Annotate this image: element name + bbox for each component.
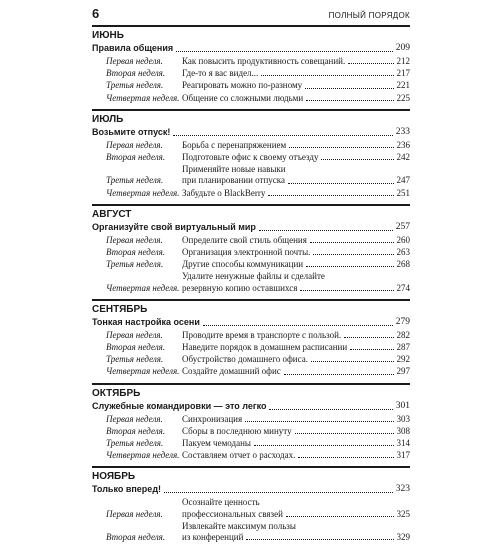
week-entry bbox=[92, 93, 410, 104]
dot-leader bbox=[288, 183, 394, 184]
week-entry bbox=[92, 521, 410, 543]
week-title-line: Подготовьте офис к своему отъезду bbox=[182, 152, 319, 163]
dot-leader bbox=[344, 337, 393, 338]
chapter-entry bbox=[92, 126, 410, 139]
week-title-line: Составляем отчет о расходах. bbox=[182, 450, 296, 461]
week-page-number: 282 bbox=[396, 329, 410, 340]
dot-leader bbox=[259, 230, 393, 231]
week-title-last-line bbox=[182, 188, 410, 199]
week-list bbox=[92, 497, 410, 543]
week-entry bbox=[92, 426, 410, 437]
chapter-entry bbox=[92, 316, 410, 329]
week-label: Первая неделя. bbox=[106, 56, 163, 66]
week-label: Четвертая неделя. bbox=[106, 282, 180, 293]
dot-leader bbox=[268, 195, 393, 196]
week-title-last-line bbox=[182, 366, 410, 377]
table-of-contents bbox=[92, 25, 410, 548]
dot-leader bbox=[348, 63, 393, 64]
toc-section bbox=[92, 204, 410, 294]
week-title-line: резервную копию оставшихся bbox=[182, 282, 298, 293]
week-title-last-line bbox=[182, 93, 410, 104]
week-title-line: Обустройство домашнего офиса. bbox=[182, 354, 308, 365]
week-label: Первая неделя. bbox=[106, 329, 163, 340]
week-page-number: 274 bbox=[396, 282, 410, 293]
week-label: Четвертая неделя. bbox=[106, 366, 180, 377]
week-title bbox=[182, 366, 410, 377]
week-title bbox=[182, 330, 410, 341]
week-entry bbox=[92, 259, 410, 270]
month-heading: ИЮЛЬ bbox=[92, 113, 124, 125]
dot-leader bbox=[305, 88, 393, 89]
week-list bbox=[92, 414, 410, 462]
week-title bbox=[182, 521, 410, 543]
week-entry bbox=[92, 140, 410, 151]
week-list bbox=[92, 235, 410, 294]
week-page-number: 242 bbox=[396, 152, 410, 163]
chapter-entry bbox=[92, 400, 410, 413]
week-title bbox=[182, 93, 410, 104]
chapter-title: Правила общения bbox=[92, 43, 174, 53]
week-title-line: Осознайте ценность bbox=[182, 497, 260, 508]
month-heading: ОКТЯБРЬ bbox=[92, 387, 141, 399]
dot-leader bbox=[313, 254, 393, 255]
dot-leader bbox=[269, 409, 392, 410]
week-title-last-line bbox=[182, 283, 410, 294]
week-title-last-line bbox=[182, 438, 410, 449]
week-title-last-line bbox=[182, 175, 410, 186]
week-title bbox=[182, 426, 410, 437]
week-page-number: 225 bbox=[396, 92, 410, 103]
week-page-number: 217 bbox=[396, 68, 410, 79]
week-label: Вторая неделя. bbox=[106, 425, 166, 436]
week-label: Вторая неделя. bbox=[106, 152, 166, 163]
week-title bbox=[182, 497, 410, 519]
week-title bbox=[182, 140, 410, 151]
chapter-title: Возьмите отпуск! bbox=[92, 126, 171, 137]
toc-section bbox=[92, 109, 410, 199]
month-heading: ИЮНЬ bbox=[92, 30, 124, 41]
dot-leader bbox=[350, 349, 393, 350]
week-page-number: 292 bbox=[396, 354, 410, 365]
dot-leader bbox=[164, 492, 393, 493]
week-entry bbox=[92, 164, 410, 186]
dot-leader bbox=[306, 100, 393, 101]
dot-leader bbox=[289, 147, 393, 148]
page-header bbox=[92, 6, 410, 21]
week-label: Третья неделя. bbox=[106, 259, 164, 270]
week-title bbox=[182, 271, 410, 293]
week-title-last-line bbox=[182, 140, 410, 151]
week-title-last-line bbox=[182, 80, 410, 91]
week-page-number: 236 bbox=[396, 139, 410, 150]
week-entry bbox=[92, 450, 410, 461]
week-title-line: Удалите ненужные файлы и сделайте bbox=[182, 271, 325, 282]
week-entry bbox=[92, 330, 410, 341]
dot-leader bbox=[176, 51, 393, 52]
week-title-line: Как повысить продуктивность совещаний. bbox=[182, 56, 346, 66]
week-page-number: 303 bbox=[396, 413, 410, 424]
week-entry bbox=[92, 247, 410, 258]
week-page-number: 317 bbox=[396, 450, 410, 461]
week-label: Первая неделя. bbox=[106, 413, 163, 424]
dot-leader bbox=[246, 539, 393, 540]
week-title-line: Другие способы коммуникации bbox=[182, 259, 304, 270]
dot-leader bbox=[203, 325, 393, 326]
week-title bbox=[182, 414, 410, 425]
week-label: Четвертая неделя. bbox=[106, 92, 180, 103]
week-title-last-line bbox=[182, 342, 410, 353]
week-label: Вторая неделя. bbox=[106, 247, 166, 258]
toc-section bbox=[92, 383, 410, 462]
toc-section bbox=[92, 466, 410, 543]
dot-leader bbox=[306, 266, 393, 267]
week-label: Вторая неделя. bbox=[106, 342, 166, 353]
week-page-number: 287 bbox=[396, 342, 410, 353]
running-head: ПОЛНЫЙ ПОРЯДОК bbox=[328, 11, 410, 20]
week-title bbox=[182, 68, 410, 79]
week-title-line: Забудьте о BlackBerry bbox=[182, 187, 266, 198]
week-page-number: 325 bbox=[396, 508, 410, 519]
chapter-title: Служебные командировки — это легко bbox=[92, 400, 267, 411]
dot-leader bbox=[311, 361, 394, 362]
week-list bbox=[92, 330, 410, 378]
week-title-line: Пакуем чемоданы bbox=[182, 438, 251, 449]
week-entry bbox=[92, 152, 410, 163]
toc-section bbox=[92, 25, 410, 104]
chapter-entry bbox=[92, 42, 410, 55]
week-entry bbox=[92, 271, 410, 293]
chapter-page-number: 323 bbox=[395, 484, 410, 495]
week-page-number: 247 bbox=[396, 175, 410, 186]
chapter-title: Только вперед! bbox=[92, 484, 162, 495]
week-entry bbox=[92, 354, 410, 365]
week-title-last-line bbox=[182, 509, 410, 520]
week-title-line: Организация электронной почты. bbox=[182, 247, 311, 258]
week-label: Третья неделя. bbox=[106, 438, 164, 449]
dot-leader bbox=[298, 457, 393, 458]
week-entry bbox=[92, 68, 410, 79]
week-entry bbox=[92, 56, 410, 67]
toc-section bbox=[92, 299, 410, 378]
week-title bbox=[182, 259, 410, 270]
week-entry bbox=[92, 80, 410, 91]
week-title-last-line bbox=[182, 56, 410, 67]
week-label: Вторая неделя. bbox=[106, 68, 166, 79]
week-title-line: Реагировать можно по-разному bbox=[182, 80, 303, 91]
dot-leader bbox=[321, 159, 393, 160]
week-label: Четвертая неделя. bbox=[106, 187, 180, 198]
week-label: Третья неделя. bbox=[106, 80, 164, 91]
week-title-line: Общение со сложными людьми bbox=[182, 92, 304, 103]
week-list bbox=[92, 56, 410, 104]
week-entry bbox=[92, 497, 410, 519]
week-title-line: Наведите порядок в домашнем расписании bbox=[182, 342, 348, 353]
week-title-last-line bbox=[182, 532, 410, 543]
month-heading: НОЯБРЬ bbox=[92, 471, 136, 483]
week-page-number: 268 bbox=[396, 259, 410, 270]
week-entry bbox=[92, 342, 410, 353]
week-title-line: профессиональных связей bbox=[182, 508, 283, 519]
week-entry bbox=[92, 188, 410, 199]
week-page-number: 263 bbox=[396, 247, 410, 258]
week-entry bbox=[92, 438, 410, 449]
page-number: 6 bbox=[92, 6, 100, 21]
week-title bbox=[182, 450, 410, 461]
week-title-last-line bbox=[182, 68, 410, 79]
week-label: Первая неделя. bbox=[106, 508, 163, 519]
chapter-page-number: 233 bbox=[395, 126, 410, 137]
week-title bbox=[182, 188, 410, 199]
week-title-last-line bbox=[182, 152, 410, 163]
dot-leader bbox=[245, 421, 393, 422]
week-title-last-line bbox=[182, 247, 410, 258]
week-page-number: 297 bbox=[396, 366, 410, 377]
week-page-number: 329 bbox=[396, 532, 410, 543]
week-entry bbox=[92, 366, 410, 377]
week-title-line: Применяйте новые навыки bbox=[182, 164, 286, 175]
week-title bbox=[182, 152, 410, 163]
week-title-last-line bbox=[182, 330, 410, 341]
week-label: Первая неделя. bbox=[106, 139, 163, 150]
week-title-last-line bbox=[182, 414, 410, 425]
week-title bbox=[182, 235, 410, 246]
dot-leader bbox=[310, 242, 394, 243]
week-label: Вторая неделя. bbox=[106, 532, 166, 543]
week-title-line: Сборы в последнюю минуту bbox=[182, 425, 292, 436]
week-label: Первая неделя. bbox=[106, 234, 163, 245]
dot-leader bbox=[173, 135, 392, 136]
week-title-last-line bbox=[182, 354, 410, 365]
week-page-number: 260 bbox=[396, 234, 410, 245]
dot-leader bbox=[254, 445, 394, 446]
week-title-line: при планировании отпуска bbox=[182, 175, 285, 186]
week-title bbox=[182, 247, 410, 258]
dot-leader bbox=[286, 516, 394, 517]
chapter-page-number: 209 bbox=[395, 43, 410, 53]
week-title bbox=[182, 80, 410, 91]
week-title-line: Где-то я вас видел... bbox=[182, 68, 259, 79]
week-title-line: Борьба с перенапряжением bbox=[182, 139, 287, 150]
week-page-number: 251 bbox=[396, 187, 410, 198]
week-title-line: Создайте домашний офис bbox=[182, 366, 281, 377]
week-title-last-line bbox=[182, 426, 410, 437]
week-title-last-line bbox=[182, 259, 410, 270]
chapter-title: Тонкая настройка осени bbox=[92, 316, 200, 327]
chapter-entry bbox=[92, 483, 410, 496]
month-heading: СЕНТЯБРЬ bbox=[92, 303, 148, 315]
week-title-line: Извлекайте максимум пользы bbox=[182, 520, 296, 531]
week-label: Третья неделя. bbox=[106, 175, 164, 186]
week-label: Четвертая неделя. bbox=[106, 450, 180, 461]
week-title bbox=[182, 342, 410, 353]
week-page-number: 221 bbox=[396, 80, 410, 91]
week-title-line: Проводите время в транспорте с пользой. bbox=[182, 329, 342, 340]
week-page-number: 308 bbox=[396, 425, 410, 436]
dot-leader bbox=[284, 374, 394, 375]
chapter-title: Организуйте свой виртуальный мир bbox=[92, 221, 256, 232]
week-title bbox=[182, 56, 410, 67]
week-list bbox=[92, 140, 410, 199]
chapter-page-number: 279 bbox=[395, 316, 410, 327]
chapter-page-number: 257 bbox=[395, 221, 410, 232]
week-page-number: 212 bbox=[396, 56, 410, 66]
week-title bbox=[182, 354, 410, 365]
dot-leader bbox=[300, 290, 393, 291]
week-entry bbox=[92, 235, 410, 246]
month-heading: АВГУСТ bbox=[92, 208, 132, 220]
dot-leader bbox=[261, 75, 393, 76]
week-title bbox=[182, 164, 410, 186]
chapter-entry bbox=[92, 221, 410, 234]
chapter-page-number: 301 bbox=[395, 400, 410, 411]
week-title-line: Синхронизация bbox=[182, 413, 243, 424]
week-label: Третья неделя. bbox=[106, 354, 164, 365]
week-page-number: 314 bbox=[396, 438, 410, 449]
week-title-last-line bbox=[182, 450, 410, 461]
dot-leader bbox=[295, 433, 394, 434]
week-title bbox=[182, 438, 410, 449]
week-title-line: из конференций bbox=[182, 532, 244, 543]
week-entry bbox=[92, 414, 410, 425]
week-title-line: Определите свой стиль общения bbox=[182, 234, 307, 245]
week-title-last-line bbox=[182, 235, 410, 246]
